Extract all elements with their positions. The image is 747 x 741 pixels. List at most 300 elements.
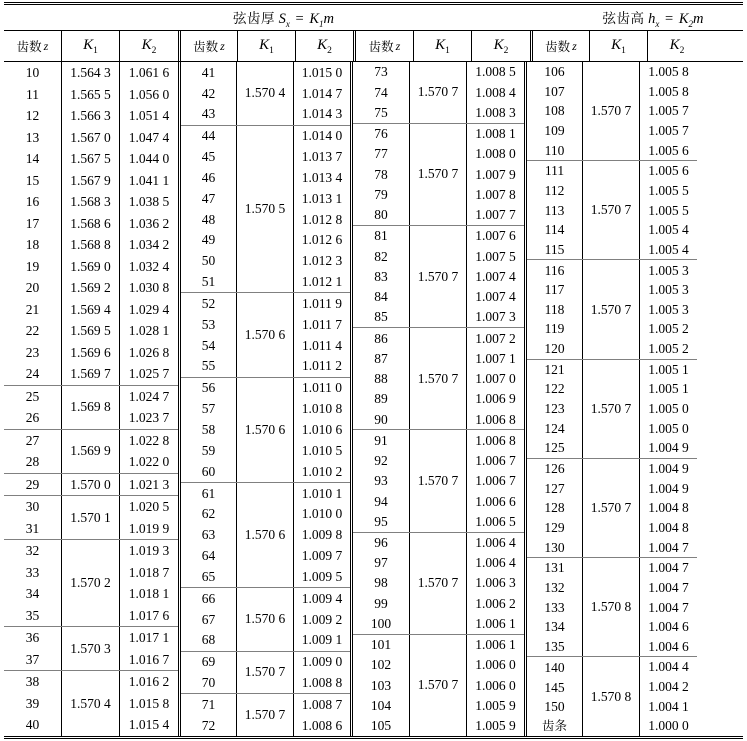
k2-column xyxy=(294,126,350,293)
title-chord-thickness-eq: = xyxy=(295,10,304,27)
k2-value-cell: 1.005 3 xyxy=(648,262,689,278)
k2-value-cell: 1.017 1 xyxy=(128,630,170,646)
teeth-count-cell: 63 xyxy=(201,527,216,543)
teeth-count-cell: 102 xyxy=(370,657,392,673)
k2-value-cell: 1.006 7 xyxy=(475,473,516,489)
teeth-count-column xyxy=(181,378,237,482)
k2-value-cell: 1.009 2 xyxy=(301,611,343,627)
k1-column xyxy=(62,671,120,736)
k2-column xyxy=(294,588,350,651)
k2-value-cell: 1.028 1 xyxy=(128,323,170,339)
k1-value-cell: 1.570 6 xyxy=(244,326,286,342)
teeth-count-cell: 111 xyxy=(544,163,565,179)
k2-value-cell: 1.005 6 xyxy=(648,163,689,179)
header-teeth-z: z xyxy=(395,38,401,53)
title-chord-height-cn: 弦齿高 xyxy=(602,10,645,27)
k1-column xyxy=(62,474,120,496)
k1-value-cell: 1.567 0 xyxy=(70,129,111,145)
teeth-count-column xyxy=(181,293,237,376)
k2-value-cell: 1.009 8 xyxy=(301,527,343,543)
teeth-count-column xyxy=(4,62,62,385)
k2-value-cell: 1.010 5 xyxy=(301,442,343,458)
k2-value-cell: 1.005 2 xyxy=(648,321,689,337)
header-cell-k1: $K_1$ xyxy=(414,31,472,61)
k2-value-cell: 1.032 4 xyxy=(128,258,170,274)
k2-value-cell: 1.007 5 xyxy=(475,248,516,264)
k2-value-cell: 1.010 0 xyxy=(301,506,343,522)
teeth-count-cell: 83 xyxy=(374,268,388,284)
teeth-count-cell: 87 xyxy=(374,350,388,366)
teeth-count-cell: 76 xyxy=(374,126,388,142)
k2-value-cell: 1.006 0 xyxy=(475,677,516,693)
teeth-count-cell: 68 xyxy=(201,632,216,648)
k2-value-cell: 1.004 7 xyxy=(648,579,689,595)
k2-value-cell: 1.006 4 xyxy=(475,534,516,550)
k2-value-cell: 1.006 1 xyxy=(475,615,516,631)
k2-column xyxy=(640,657,697,736)
teeth-count-cell: 130 xyxy=(544,539,565,555)
teeth-count-cell: 60 xyxy=(201,463,216,479)
group-row xyxy=(353,226,524,328)
group-row xyxy=(527,657,697,736)
k2-value-cell: 1.023 7 xyxy=(128,410,170,426)
k1-value-cell: 1.570 7 xyxy=(417,268,459,284)
group-row xyxy=(181,293,350,377)
teeth-count-cell: 106 xyxy=(544,64,565,80)
teeth-count-cell: 119 xyxy=(544,321,565,337)
k1-value-cell: 1.570 8 xyxy=(590,599,632,615)
k1-column xyxy=(410,62,467,123)
teeth-count-column xyxy=(181,62,237,125)
teeth-count-column xyxy=(181,126,237,293)
teeth-count-cell: 38 xyxy=(25,674,40,690)
teeth-count-cell: 88 xyxy=(374,371,388,387)
k1-value-cell: 1.569 2 xyxy=(70,280,111,296)
teeth-count-cell: 132 xyxy=(544,579,565,595)
k2-value-cell: 1.008 5 xyxy=(475,64,516,80)
k2-value-cell: 1.004 9 xyxy=(648,480,689,496)
k1-value-cell: 1.570 7 xyxy=(590,301,632,317)
k2-value-cell: 1.006 8 xyxy=(475,432,516,448)
k1-column xyxy=(237,694,294,736)
k2-value-cell: 1.006 2 xyxy=(475,595,516,611)
teeth-count-column xyxy=(4,540,62,626)
title-chord-height-eq: = xyxy=(665,10,674,27)
k1-column xyxy=(583,360,640,458)
teeth-count-column xyxy=(353,124,410,225)
teeth-count-cell: 104 xyxy=(370,697,392,713)
teeth-count-cell: 72 xyxy=(201,717,216,733)
title-chord-height-ksub: 2 xyxy=(688,18,693,29)
teeth-count-cell: 64 xyxy=(201,548,216,564)
group-row xyxy=(353,635,524,736)
header-teeth-cn: 齿数 xyxy=(545,39,571,54)
block-2 xyxy=(178,62,350,736)
k1-value-cell: 1.570 7 xyxy=(417,473,459,488)
k2-value-cell: 1.005 1 xyxy=(648,381,689,397)
k1-column xyxy=(583,161,640,259)
group-row xyxy=(4,474,178,497)
k2-value-cell: 1.044 0 xyxy=(128,151,170,167)
header-cell-teeth-count xyxy=(181,31,238,61)
group-row xyxy=(181,588,350,652)
teeth-count-cell: 53 xyxy=(201,316,216,332)
k2-value-cell: 1.004 6 xyxy=(648,638,689,654)
k1-column xyxy=(237,483,294,587)
k2-value-cell: 1.005 3 xyxy=(648,282,689,298)
k2-column xyxy=(640,558,697,656)
teeth-count-column xyxy=(4,386,62,429)
group-row xyxy=(4,386,178,430)
table-header-row xyxy=(4,30,743,62)
k1-value-cell: 1.570 7 xyxy=(417,575,459,591)
header-teeth-cn: 齿数 xyxy=(193,39,219,54)
teeth-count-cell: 89 xyxy=(374,391,388,407)
title-chord-thickness xyxy=(4,5,563,30)
teeth-count-cell: 109 xyxy=(544,123,565,138)
teeth-count-column xyxy=(527,161,583,259)
title-chord-thickness-sym: S xyxy=(278,10,286,27)
k1-value-cell: 1.570 7 xyxy=(417,370,459,386)
teeth-count-column xyxy=(181,483,237,587)
teeth-count-cell: 48 xyxy=(201,211,216,227)
k2-value-cell: 1.006 8 xyxy=(475,411,516,427)
header-cell-k2: $K_2$ xyxy=(669,36,685,56)
k2-value-cell: 1.029 4 xyxy=(128,301,170,317)
block-3 xyxy=(350,62,524,736)
k2-value-cell: 1.007 0 xyxy=(475,371,516,387)
k1-value-cell: 1.569 7 xyxy=(70,366,111,382)
k2-value-cell: 1.011 9 xyxy=(302,295,343,311)
k1-column xyxy=(237,588,294,651)
k1-value-cell: 1.567 9 xyxy=(70,172,111,188)
k2-value-cell: 1.011 4 xyxy=(302,337,343,353)
group-row xyxy=(181,62,350,126)
teeth-count-cell: 41 xyxy=(201,64,216,80)
k2-value-cell: 1.012 8 xyxy=(301,211,343,227)
teeth-count-column xyxy=(527,260,583,358)
k2-value-cell: 1.007 4 xyxy=(475,268,516,284)
teeth-count-cell: 54 xyxy=(201,337,216,353)
k2-value-cell: 1.004 1 xyxy=(648,698,689,714)
k2-value-cell: 1.004 7 xyxy=(648,599,689,615)
teeth-count-cell: 34 xyxy=(25,586,40,602)
k1-column xyxy=(410,635,467,736)
header-cell-teeth-count xyxy=(4,31,62,61)
k2-value-cell: 1.008 1 xyxy=(475,126,516,142)
header-cell-k1: $K_1$ xyxy=(238,31,296,61)
teeth-count-cell: 125 xyxy=(544,440,565,456)
k1-value-cell: 1.568 3 xyxy=(70,194,111,210)
teeth-count-cell: 51 xyxy=(201,274,216,290)
k2-value-cell: 1.036 2 xyxy=(128,215,170,231)
k2-value-cell: 1.010 1 xyxy=(301,485,343,501)
teeth-count-column xyxy=(527,62,583,160)
teeth-count-cell: 127 xyxy=(544,480,565,496)
teeth-count-cell: 16 xyxy=(25,194,40,210)
teeth-count-cell: 12 xyxy=(25,108,40,124)
k2-value-cell: 1.011 7 xyxy=(302,316,343,332)
k1-column xyxy=(410,328,467,429)
k1-value-cell: 1.570 7 xyxy=(590,202,632,218)
k2-value-cell: 1.009 7 xyxy=(301,548,343,564)
teeth-count-cell: 31 xyxy=(25,520,40,536)
k2-value-cell: 1.004 7 xyxy=(648,539,689,555)
k1-value-cell: 1.570 6 xyxy=(244,611,286,627)
k1-value-cell: 1.570 8 xyxy=(590,688,632,704)
teeth-count-column xyxy=(4,430,62,473)
k1-column xyxy=(62,430,120,473)
k1-value-cell: 1.569 0 xyxy=(70,258,111,274)
teeth-count-cell: 30 xyxy=(25,499,40,515)
k2-column xyxy=(120,430,178,473)
teeth-count-cell: 40 xyxy=(25,717,40,733)
k2-value-cell: 1.047 4 xyxy=(128,129,170,145)
k1-column xyxy=(237,378,294,482)
teeth-count-cell: 123 xyxy=(544,401,565,417)
k2-value-cell: 1.004 7 xyxy=(648,560,689,576)
k2-value-cell: 1.004 4 xyxy=(648,659,689,675)
teeth-count-column xyxy=(527,657,583,736)
k2-value-cell: 1.022 0 xyxy=(128,454,170,470)
k2-value-cell: 1.006 5 xyxy=(475,513,516,529)
teeth-count-cell: 25 xyxy=(25,388,40,404)
k2-value-cell: 1.025 7 xyxy=(128,366,170,382)
k2-value-cell: 1.011 2 xyxy=(302,358,343,374)
teeth-count-cell: 56 xyxy=(201,380,216,396)
k1-value-cell: 1.570 7 xyxy=(417,166,459,182)
k2-value-cell: 1.014 3 xyxy=(301,106,343,122)
block-4 xyxy=(524,62,697,736)
k2-value-cell: 1.005 7 xyxy=(648,123,689,138)
teeth-count-column xyxy=(4,671,62,736)
teeth-count-cell: 11 xyxy=(26,86,39,102)
teeth-count-cell: 20 xyxy=(25,280,40,296)
k1-value-cell: 1.569 5 xyxy=(70,323,111,339)
teeth-count-cell: 19 xyxy=(25,258,40,274)
teeth-count-cell: 15 xyxy=(25,172,40,188)
header-block-3 xyxy=(353,31,530,61)
k2-value-cell: 1.005 9 xyxy=(475,718,516,734)
teeth-count-cell: 110 xyxy=(544,142,565,158)
k1-value-cell: 1.570 4 xyxy=(70,695,111,711)
teeth-count-cell: 118 xyxy=(544,301,565,317)
teeth-count-cell: 65 xyxy=(201,568,216,584)
block-1 xyxy=(4,62,178,736)
teeth-count-cell: 112 xyxy=(544,182,565,198)
teeth-count-cell: 97 xyxy=(374,555,388,571)
teeth-count-cell: 17 xyxy=(25,215,40,231)
teeth-count-cell: 105 xyxy=(370,718,392,734)
k1-value-cell: 1.569 4 xyxy=(70,301,111,317)
teeth-count-cell: 66 xyxy=(201,590,216,606)
k2-value-cell: 1.009 5 xyxy=(301,568,343,584)
k2-value-cell: 1.005 8 xyxy=(648,83,689,99)
k2-value-cell: 1.013 4 xyxy=(301,169,343,185)
k2-value-cell: 1.000 0 xyxy=(648,718,689,734)
k2-value-cell: 1.004 2 xyxy=(648,679,689,695)
teeth-count-cell: 32 xyxy=(25,543,40,559)
teeth-count-cell: 24 xyxy=(25,366,40,382)
k2-value-cell: 1.004 8 xyxy=(648,519,689,535)
teeth-count-column xyxy=(527,360,583,458)
header-cell-teeth-count xyxy=(356,31,414,61)
teeth-count-cell: 13 xyxy=(25,129,40,145)
k2-value-cell: 1.005 9 xyxy=(475,697,516,713)
k1-column xyxy=(62,386,120,429)
teeth-count-cell: 95 xyxy=(374,513,388,529)
teeth-count-cell: 28 xyxy=(25,454,40,470)
group-row xyxy=(353,124,524,226)
group-row xyxy=(181,483,350,588)
k2-value-cell: 1.006 7 xyxy=(475,453,516,468)
title-chord-thickness-k: K xyxy=(309,10,319,27)
title-chord-thickness-m: m xyxy=(323,10,334,27)
teeth-count-cell: 145 xyxy=(544,679,565,695)
teeth-count-column xyxy=(181,694,237,736)
k2-value-cell: 1.021 3 xyxy=(128,476,170,492)
k1-column xyxy=(410,533,467,634)
teeth-count-cell: 84 xyxy=(374,289,388,305)
group-row xyxy=(527,360,697,459)
k2-column xyxy=(120,474,178,496)
header-cell-k2: $K_2$ xyxy=(493,36,509,56)
k1-value-cell: 1.570 7 xyxy=(590,103,632,119)
k2-value-cell: 1.009 4 xyxy=(301,590,343,606)
group-row xyxy=(4,627,178,671)
k2-value-cell: 1.012 3 xyxy=(301,253,343,269)
teeth-count-cell: 36 xyxy=(25,630,40,646)
teeth-count-cell: 74 xyxy=(374,84,388,100)
teeth-count-cell: 82 xyxy=(374,248,388,264)
k1-column xyxy=(583,62,640,160)
teeth-count-cell: 55 xyxy=(201,358,216,374)
k2-column xyxy=(467,430,524,531)
k1-column xyxy=(62,627,120,670)
teeth-count-cell: 52 xyxy=(201,295,216,311)
group-row xyxy=(353,430,524,532)
teeth-count-cell: 23 xyxy=(25,344,40,360)
group-row xyxy=(527,260,697,359)
k2-value-cell: 1.008 8 xyxy=(301,675,343,691)
title-chord-thickness-cn: 弦齿厚 xyxy=(233,10,276,27)
teeth-count-cell: 122 xyxy=(544,381,565,397)
group-row xyxy=(527,459,697,558)
group-row xyxy=(353,62,524,124)
k1-value-cell: 1.570 7 xyxy=(590,400,632,416)
k2-column xyxy=(467,124,524,225)
k2-column xyxy=(467,328,524,429)
k1-value-cell: 1.570 0 xyxy=(70,476,111,492)
k2-value-cell: 1.010 2 xyxy=(301,463,343,479)
k2-column xyxy=(640,161,697,259)
k1-value-cell: 1.564 3 xyxy=(70,65,111,80)
teeth-count-column xyxy=(4,474,62,496)
teeth-count-cell: 齿条 xyxy=(542,718,568,734)
teeth-count-cell: 113 xyxy=(544,202,565,218)
header-teeth-z: z xyxy=(43,38,49,53)
k2-value-cell: 1.007 7 xyxy=(475,207,516,223)
teeth-count-cell: 135 xyxy=(544,638,565,654)
teeth-count-cell: 42 xyxy=(201,85,216,101)
teeth-count-cell: 129 xyxy=(544,519,565,535)
k1-value-cell: 1.570 7 xyxy=(244,664,286,680)
k1-value-cell: 1.570 5 xyxy=(244,200,286,216)
k2-column xyxy=(640,360,697,458)
k2-column xyxy=(120,496,178,539)
k2-column xyxy=(467,533,524,634)
k2-column xyxy=(467,62,524,123)
k1-column xyxy=(410,226,467,327)
k2-column xyxy=(294,378,350,482)
k2-value-cell: 1.026 8 xyxy=(128,344,170,360)
teeth-count-cell: 124 xyxy=(544,420,565,436)
teeth-count-cell: 150 xyxy=(544,699,565,715)
k2-value-cell: 1.030 8 xyxy=(128,280,170,296)
k2-value-cell: 1.013 1 xyxy=(301,190,343,206)
k2-value-cell: 1.015 8 xyxy=(128,695,170,711)
group-row xyxy=(181,652,350,695)
k2-value-cell: 1.006 9 xyxy=(475,391,516,407)
teeth-count-cell: 98 xyxy=(374,575,388,591)
teeth-count-cell: 80 xyxy=(374,207,388,223)
k2-column xyxy=(120,386,178,429)
teeth-count-cell: 61 xyxy=(201,485,216,501)
group-row xyxy=(181,694,350,736)
teeth-count-cell: 140 xyxy=(544,659,565,675)
k2-value-cell: 1.024 7 xyxy=(128,388,170,404)
teeth-count-cell: 78 xyxy=(374,166,388,182)
k2-value-cell: 1.004 9 xyxy=(648,461,689,477)
k2-column xyxy=(120,62,178,385)
header-block-4 xyxy=(530,31,706,61)
teeth-count-column xyxy=(4,496,62,539)
table-body xyxy=(4,62,743,736)
teeth-count-cell: 120 xyxy=(544,341,565,357)
k2-value-cell: 1.006 6 xyxy=(475,493,516,509)
teeth-count-column xyxy=(527,558,583,656)
k2-column xyxy=(294,694,350,736)
k2-value-cell: 1.056 0 xyxy=(128,86,170,102)
k2-column xyxy=(120,540,178,626)
teeth-count-cell: 131 xyxy=(544,560,565,576)
table-bottom-rule xyxy=(4,736,743,739)
k2-value-cell: 1.006 3 xyxy=(475,575,516,591)
k2-value-cell: 1.008 7 xyxy=(301,696,343,712)
k2-column xyxy=(640,459,697,557)
teeth-count-cell: 39 xyxy=(25,695,40,711)
teeth-count-column xyxy=(353,328,410,429)
k2-value-cell: 1.018 1 xyxy=(128,586,170,602)
k2-value-cell: 1.008 3 xyxy=(475,104,516,120)
k2-value-cell: 1.011 0 xyxy=(302,380,343,396)
k2-value-cell: 1.014 7 xyxy=(301,85,343,101)
teeth-count-cell: 128 xyxy=(544,500,565,516)
group-row xyxy=(353,328,524,430)
k2-value-cell: 1.017 6 xyxy=(128,607,170,623)
teeth-count-cell: 77 xyxy=(374,146,388,162)
k2-column xyxy=(294,652,350,694)
title-chord-thickness-sub: x xyxy=(285,18,290,29)
teeth-count-cell: 79 xyxy=(374,186,388,202)
teeth-count-cell: 92 xyxy=(374,453,388,468)
title-chord-height-m: m xyxy=(693,10,704,27)
k2-value-cell: 1.008 0 xyxy=(475,146,516,162)
k1-column xyxy=(583,657,640,736)
k1-column xyxy=(62,62,120,385)
k2-value-cell: 1.009 1 xyxy=(301,632,343,648)
teeth-count-cell: 107 xyxy=(544,83,565,99)
